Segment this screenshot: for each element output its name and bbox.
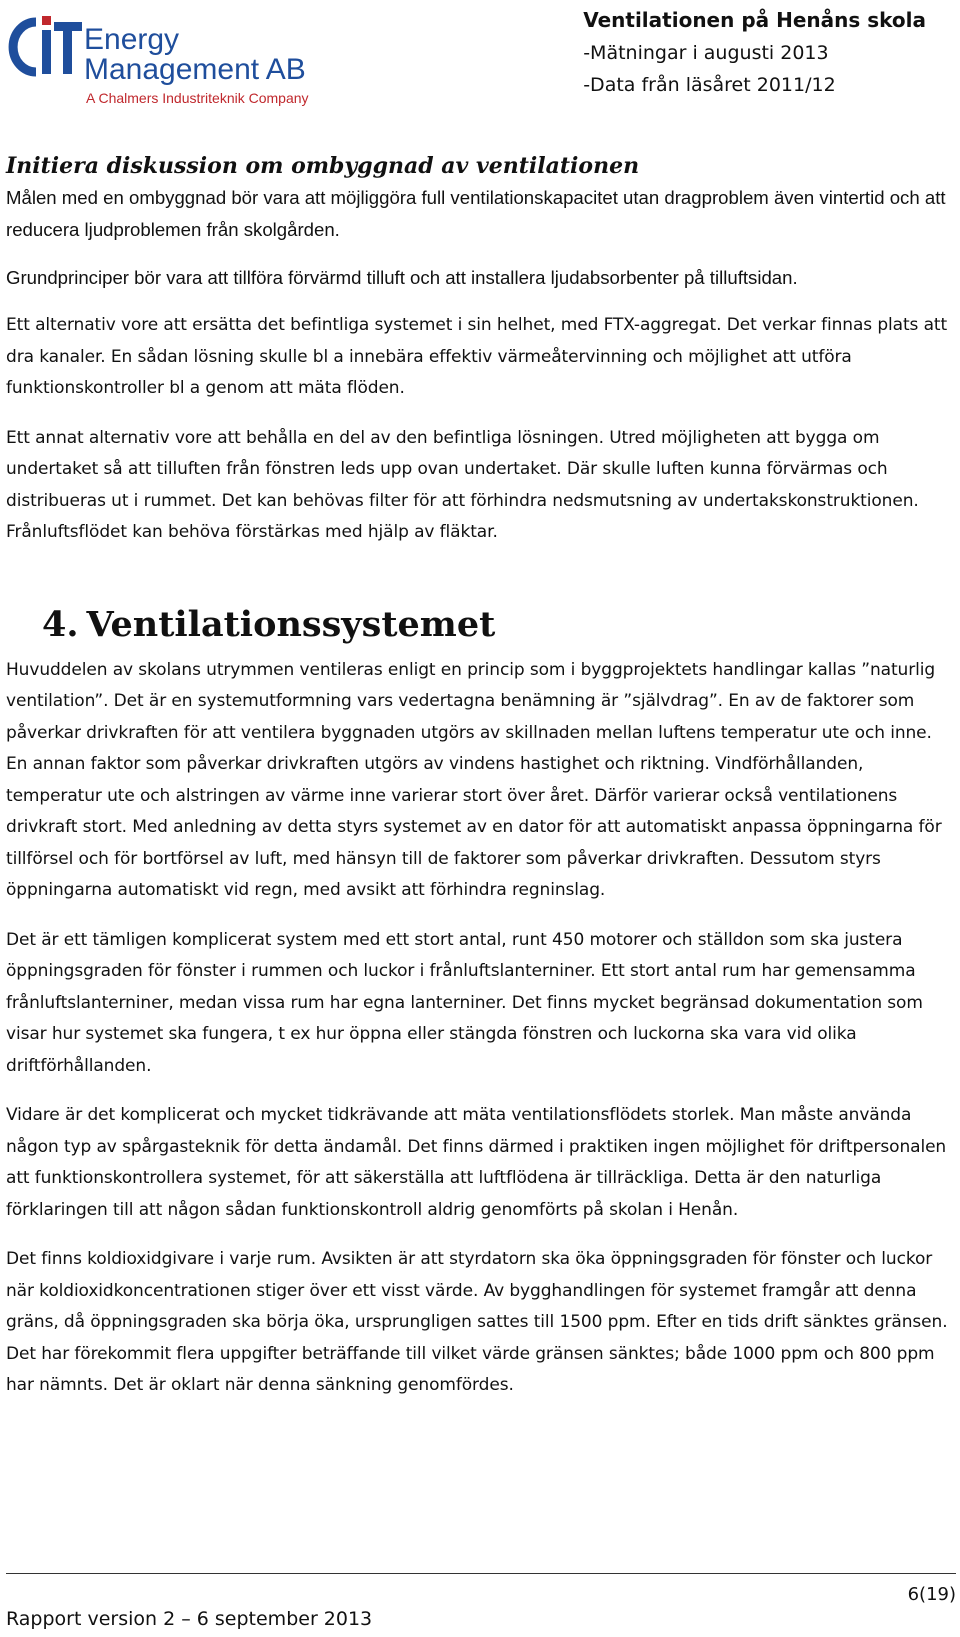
footer-divider (6, 1573, 956, 1574)
paragraph: Målen med en ombyggnad bör vara att möjliggöra full ventilationskapacitet utan dragproblem även vintertid och att reducera ljudproblemen från skolgården. (6, 187, 946, 240)
chapter-heading (42, 605, 956, 645)
document-header (583, 0, 926, 101)
document-subtitle-2: -Data från läsåret 2011/12 (583, 74, 836, 96)
paragraph: Det är ett tämligen komplicerat system med ett stort antal, runt 450 motorer och ställdon som ska justera öppningsgraden för fönster i rummen och luckor i frånluftslanterniner. Ett stort antal rum har gemensamma frånluftslanterniner, medan vissa rum har egna lanterniner. Det finns mycket begränsad dokumentation som visar hur systemet ska fungera, t ex hur öppna eller stängda fönstren och luckorna ska vara vid olika driftförhållanden. (6, 929, 923, 1076)
document-title: Ventilationen på Henåns skola (583, 8, 926, 32)
section-heading: Initiera diskussion om ombyggnad av ventilationen (6, 153, 640, 179)
cit-logo-mark (6, 14, 84, 84)
paragraph: Vidare är det komplicerat och mycket tidkrävande att mäta ventilationsflödets storlek. Man måste använda någon typ av spårgasteknik för detta ändamål. Det finns därmed i praktiken ingen möjlighet för driftpersonalen att funktionskontrollera systemet, för att säkerställa att luftflödena är tillräckliga. Detta är den naturliga förklaringen till att någon sådan funktionskontroll aldrig genomförts på skolan i Henån. (6, 1105, 947, 1220)
logo-text-management: Management AB (84, 53, 306, 86)
page-content (6, 150, 956, 1402)
paragraph: Huvuddelen av skolans utrymmen ventileras enligt en princip som i byggprojektets handlingar kallas ”naturlig ventilation”. Det är en systemutformning vars vedertagna benämning är ”självdrag”. En av de faktorer som påverkar drivkraften för att ventilera byggnaden utgörs av skillnaden mellan luftens temperatur ute och inne. En annan faktor som påverkar drivkraften utgörs av vindens hastighet och riktning. Vindförhållanden, temperatur ute och alstringen av värme inne varierar stort över året. Därför varierar också ventilationens drivkraft stort. Med anledning av detta styrs systemet av en dator för att automatiskt anpassa öppningarna för tillförsel och för bortförsel av luft, med hänsyn till de faktorer som påverkar drivkraften. Dessutom styrs öppningarna automatiskt vid regn, med avsikt att förhindra regninslag. (6, 659, 942, 900)
page-number: 6(19) (907, 1584, 956, 1605)
paragraph: Ett annat alternativ vore att behålla en del av den befintliga lösningen. Utred möjligheten att bygga om undertaket så att tilluften från fönstren leds upp ovan undertaket. Där skulle luften kunna förvärmas och distribueras ut i rummet. Det kan behövas filter för att förhindra nedsmutsning av undertakskonstruktionen. Frånluftsflödet kan behöva förstärkas med hjälp av fläktar. (6, 427, 919, 542)
document-subtitle-1: -Mätningar i augusti 2013 (583, 42, 829, 64)
logo-text-energy: Energy (84, 23, 180, 56)
company-logo (6, 14, 309, 106)
report-version: Rapport version 2 – 6 september 2013 (6, 1608, 373, 1630)
paragraph: Grundprinciper bör vara att tillföra förvärmd tilluft och att installera ljudabsorbenter på tilluftsidan. (6, 267, 798, 288)
logo-tagline: A Chalmers Industriteknik Company (86, 90, 309, 106)
chapter-number: 4. (42, 603, 79, 645)
paragraph: Ett alternativ vore att ersätta det befintliga systemet i sin helhet, med FTX-aggregat. Det verkar finnas plats att dra kanaler. En sådan lösning skulle bl a innebära effektiv värmeåtervinning och möjlighet att utföra funktionskontroller bl a genom att mäta flöden. (6, 315, 948, 398)
chapter-title: Ventilationssystemet (86, 603, 496, 645)
paragraph: Det finns koldioxidgivare i varje rum. Avsikten är att styrdatorn ska öka öppningsgraden för fönster och luckor när koldioxidkoncentrationen stiger över ett visst värde. Av bygghandlingen för systemet framgår att denna gräns, då öppningsgraden ska börja öka, ursprungligen sattes till 1500 ppm. Efter en tids drift sänktes gränsen. Det har förekommit flera uppgifter beträffande till vilket värde gränsen sänktes; både 1000 ppm och 800 ppm har nämnts. Det är oklart när denna sänkning genomfördes. (6, 1249, 948, 1395)
